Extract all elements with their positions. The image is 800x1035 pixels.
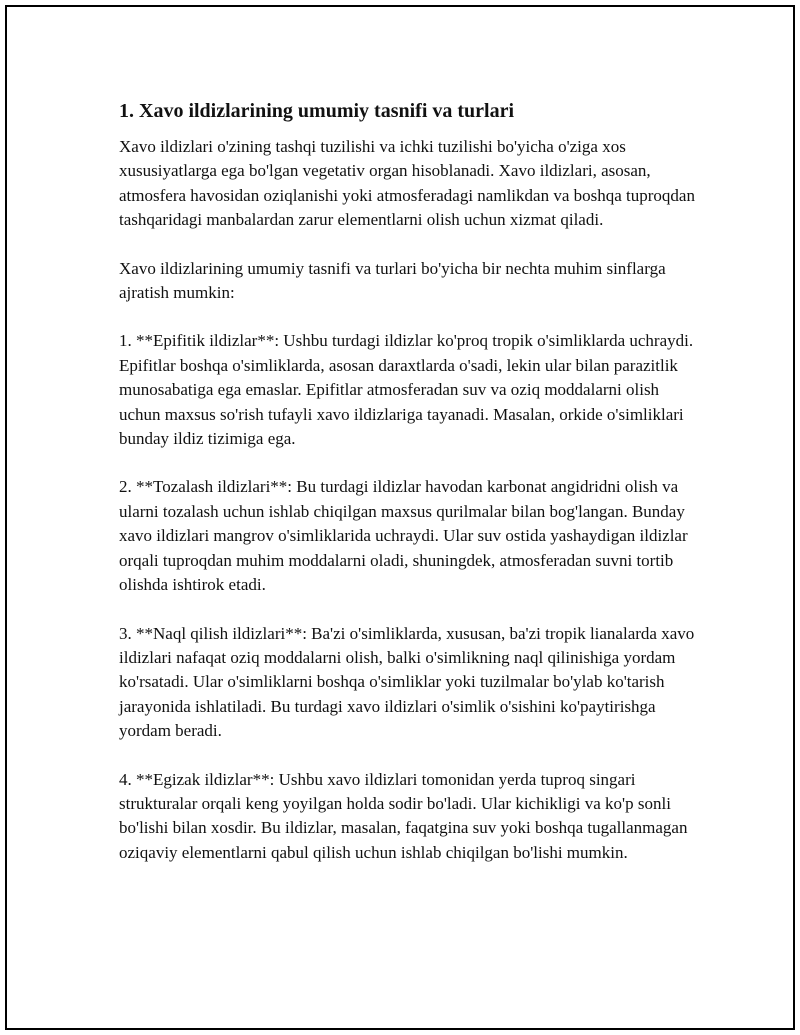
intro-paragraph: Xavo ildizlari o'zining tashqi tuzilishi va ichki tuzilishi bo'yicha o'ziga xos xususiyatlarga ega bo'lgan vegetativ organ hisoblanadi. Xavo ildizlari, asosan, atmosfera havosidan oziqlanishi yoki atmosferadagi namlikdan va boshqa tuproqdan tashqaridagi manbalardan zarur elementlarni olish uchun xizmat qiladi. [119,137,695,230]
transport-roots-paragraph: 3. **Naql qilish ildizlari**: Ba'zi o'simliklarda, xususan, ba'zi tropik lianalarda xavo ildizlari nafaqat oziq moddalarni olish, balki o'simlikning naql qilinishiga yordam ko'rsatadi. Ular o'simliklarni boshqa o'simliklar yoki tuzilmalar bo'ylab ko'tarish jarayonida ishlatiladi. Bu turdagi xavo ildizlari o'simlik o'sishini ko'paytirishga yordam beradi. [119,623,695,741]
epiphytic-roots-paragraph: 1. **Epifitik ildizlar**: Ushbu turdagi ildizlar ko'proq tropik o'simliklarda uchraydi. Epifitlar boshqa o'simliklarda, asosan daraxtlarda o'sadi, lekin ular bilan parazitlik munosabatiga ega emaslar. Epifitlar atmosferadan suv va oziq moddalarni olish uchun maxsus so'rish tufayli xavo ildizlariga tayanadi. Masalan, orkide o'simliklari bunday ildiz tizimiga ega. [119,331,694,449]
twin-roots-paragraph: 4. **Egizak ildizlar**: Ushbu xavo ildizlari tomonidan yerda tuproq singari strukturalar orqali keng yoyilgan holda sodir bo'ladi. Ular kichikligi va ko'p sonli bo'lishi bilan xosdir. Bu ildizlar, masalan, faqatgina suv yoki boshqa tugallanmagan oziqaviy elementlarni qabul qilish uchun ishlab chiqilgan bo'lishi mumkin. [119,769,688,862]
cleaning-roots-paragraph: 2. **Tozalash ildizlari**: Bu turdagi ildizlar havodan karbonat angidridni olish va ularni tozalash uchun ishlab chiqilgan maxsus qurilmalar bilan bog'langan. Bunday xavo ildizlari mangrov o'simliklarida uchraydi. Ular suv ostida yashaydigan ildizlar orqali tuproqdan muhim moddalarni oladi, shuningdek, atmosferadan suvni tortib olishda ishtirok etadi. [119,477,688,595]
page-frame [5,5,795,1030]
document-body [119,97,699,865]
classification-intro-paragraph: Xavo ildizlarining umumiy tasnifi va turlari bo'yicha bir nechta muhim sinflarga ajratish mumkin: [119,258,666,303]
document-title: 1. Xavo ildizlarining umumiy tasnifi va turlari [119,100,515,122]
